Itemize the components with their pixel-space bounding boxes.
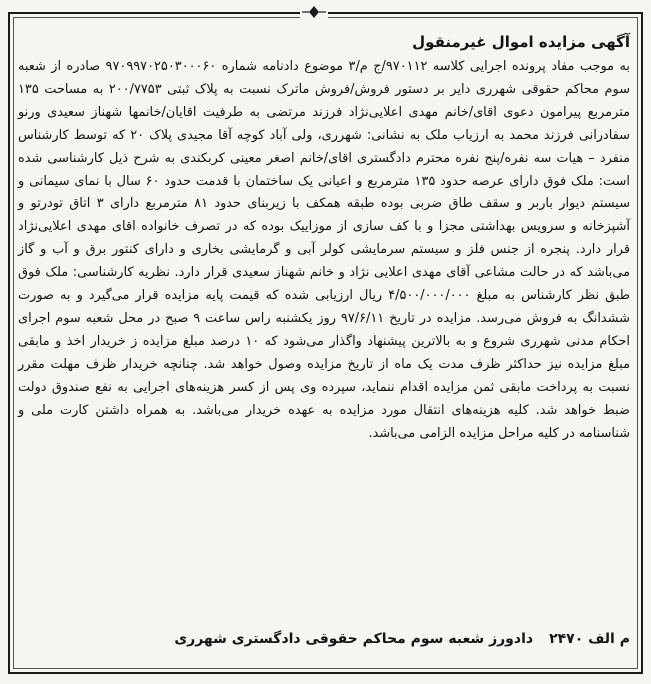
notice-footer [18, 628, 630, 650]
signature-line: دادورز شعبه سوم محاکم حقوقی دادگستری شهرری [174, 631, 534, 647]
reference-code: م الف ۲۴۷۰ [549, 631, 630, 647]
notice-body: به موجب مفاد پرونده اجرایی کلاسه ۹۷۰۱۱۲/ج م/۳ موضوع دادنامه شماره ۹۷۰۹۹۷۰۲۵۰۳۰۰۰۶۰ صادره از شعبه سوم محاکم حقوقی شهرری دایر بر دستور فروش/فروش ماترک نسبت به پلاک ثبتی ۲۰۰/۷۷۵۳ به مساحت ۱۳۵ مترمربع پیرامون دعوی اقای/خانم مهدی اعلایی‌نژاد فرزند مرتضی به طرفیت اقایان/خانمها شهناز سعیدی ورنو سفادرانی فرزند محمد به ارزیاب ملک به نشانی: شهرری، ولی آباد کوچه آقا مجیدی پلاک ۲۰ که توسط کارشناس منفرد – هیات سه نفره/پنج نفره محترم دادگستری اقای/خانم اصغر معینی کربکندی به شرح ذیل کارشناسی شده است: ملک فوق دارای عرصه حدود ۱۳۵ مترمربع و اعیانی یک ساختمان با قدمت حدود ۶۰ سال با نمای سیمانی و سیستم دیوار باربر و سقف طاق ضربی بوده طبقه همکف با زیربنای حدود ۸۱ مترمربع دارای ۳ اتاق تودرتو و آشپزخانه و سرویس بهداشتی مجزا و با کف سازی از موزاییک بوده که در تصرف خانواده اقای مهدی اعلایی‌نژاد قرار دارد. پنجره از جنس فلز و سیستم سرمایشی کولر آبی و گرمایشی بخاری و دارای کنتور برق و آب و گاز می‌باشد که در حالت مشاعی آقای مهدی اعلایی نژاد و خانم شهناز سعیدی قرار دارد. نظریه کارشناسی: ملک فوق طبق نظر کارشناس به مبلغ ۴/۵۰۰/۰۰۰/۰۰۰ ریال ارزیابی شده که قیمت پایه مزایده قرار می‌گیرد و به صورت ششدانگ به فروش می‌رسد. مزایده در تاریخ ۹۷/۶/۱۱ روز یکشنبه راس ساعت ۹ صبح در محل شعبه سوم اجرای احکام مدنی شهرری شروع و به بالاترین پیشنهاد واگذار می‌شود که ۱۰ درصد مبلغ مزایده ز خریدار اخذ و مابقی مبلغ مزایده نیز حداکثر ظرف مدت یک ماه از تاریخ مزایده وصول خواهد شد. چنانچه خریدار ظرف مهلت مقرر نسبت به پرداخت مابقی ثمن مزایده اقدام ننماید، سپرده وی پس از کسر هزینه‌های اجرایی به نفع صندوق دولت ضبط خواهد شد. کلیه هزینه‌های انتقال مورد مزایده به عهده خریدار می‌باشد. به همراه داشتن کارت ملی و شناسنامه در کلیه مراحل مزایده الزامی می‌باشد. [18, 59, 631, 441]
notice-content [18, 30, 630, 445]
notice-title: آگهی مزایده اموال غیرمنقول [412, 33, 630, 51]
diamond-ornament-icon [300, 2, 328, 22]
